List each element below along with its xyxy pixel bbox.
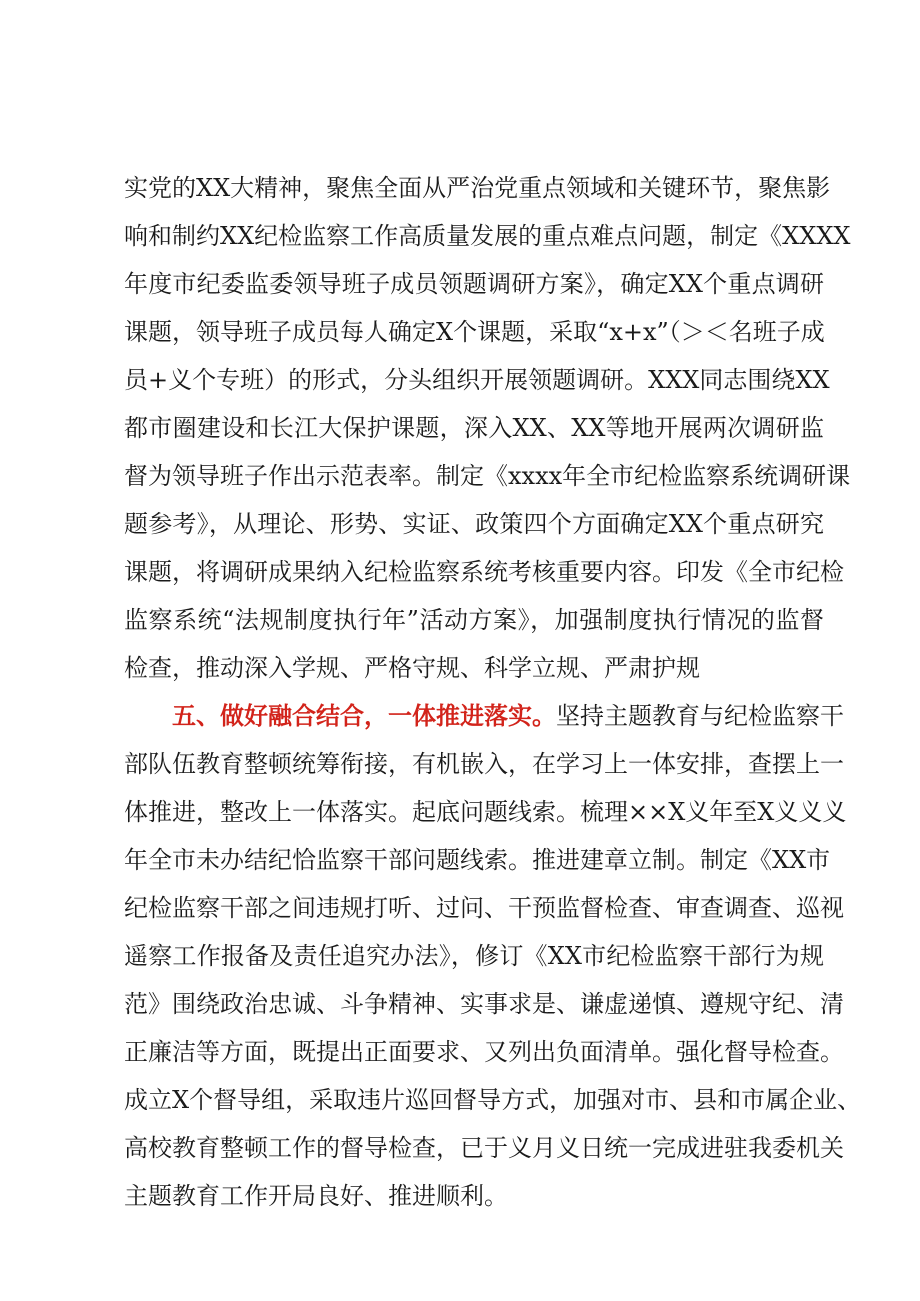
paragraph-2-line-10: 高校教育整顿工作的督导检查，已于义月义日统一完成进驻我委机关 [124,1134,844,1162]
paragraph-1-line-3: 年度市纪委监委领导班子成员领题调研方案》，确定XX个重点调研 [124,270,824,298]
paragraph-2-line-3: 体推进，整改上一体落实。起底问题线索。梳理××X义年至X义义义 [124,798,847,826]
paragraph-1-line-8: 题参考》，从理论、形势、实证、政策四个方面确定XX个重点研究 [124,510,824,538]
paragraph-1-line-5: 员+义个专班）的形式，分头组织开展领题调研。XXX同志围绕XX [124,366,830,394]
paragraph-2-line-6: 遥察工作报备及责任追究办法》，修订《XX市纪检监察干部行为规 [124,942,824,970]
paragraph-1-line-2: 响和制约XX纪检监察工作高质量发展的重点难点问题，制定《XXXX [124,222,851,250]
paragraph-1-line-6: 都市圈建设和长江大保护课题，深入XX、XX等地开展两次调研监 [124,414,824,442]
paragraph-1-line-11: 检查，推动深入学规、严格守规、科学立规、严肃护规 [124,654,700,682]
document-body [124,164,862,1220]
paragraph-2-first-line [124,692,844,740]
section-heading: 五、做好融合结合，一体推进落实。 [172,702,556,730]
paragraph-1-line-9: 课题，将调研成果纳入纪检监察系统考核重要内容。印发《全市纪检 [124,558,844,586]
paragraph-1-line-7: 督为领导班子作出示范表率。制定《xxxx年全市纪检监察系统调研课 [124,462,851,490]
paragraph-1-line-4: 课题，领导班子成员每人确定X个课题，采取“x+x”（＞＜名班子成 [124,318,825,346]
paragraph-2-first-line-text: 坚持主题教育与纪检监察干 [556,702,844,730]
paragraph-2-line-4: 年全市未办结纪恰监察干部问题线索。推进建章立制。制定《XX市 [124,846,831,874]
paragraph-2-line-11: 主题教育工作开局良好、推进顺利。 [124,1182,508,1210]
paragraph-1-line-10: 监察系统“法规制度执行年”活动方案》，加强制度执行情况的监督 [124,606,824,634]
paragraph-2-line-5: 纪检监察干部之间违规打听、过问、干预监督检查、审查调查、巡视 [124,894,844,922]
paragraph-2-line-9: 成立X个督导组，采取违片巡回督导方式，加强对市、县和市属企业、 [124,1086,862,1114]
paragraph-2-line-2: 部队伍教育整顿统筹衔接，有机嵌入，在学习上一体安排，查摆上一 [124,750,844,778]
paragraph-2-line-7: 范》围绕政治忠诚、斗争精神、实事求是、谦虚递慎、遵规守纪、清 [124,990,844,1018]
paragraph-1-line-1: 实党的XX大精神，聚焦全面从严治党重点领域和关键环节，聚焦影 [124,174,831,202]
paragraph-2-line-8: 正廉洁等方面，既提出正面要求、又列出负面清单。强化督导检查。 [124,1038,844,1066]
